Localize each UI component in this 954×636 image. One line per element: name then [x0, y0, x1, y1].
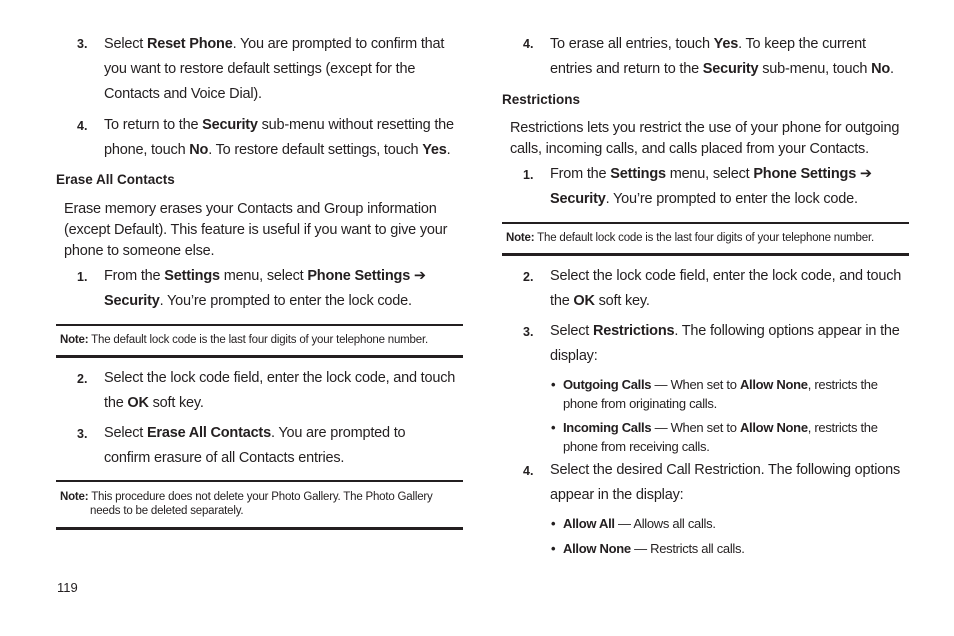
step-select-call-restriction: Select the desired Call Restriction. The following options appear in the display:	[550, 462, 901, 503]
note-lock-code: Note: The default lock code is the last four digits of your telephone number.	[506, 232, 874, 244]
bullet-outgoing-calls: • Outgoing Calls — When set to Allow None, restricts the phone from originating calls.	[551, 377, 878, 411]
step-enter-lock-code: Select the lock code field, enter the lock code, and touch the OK soft key.	[104, 370, 456, 411]
erase-intro-paragraph: Erase memory erases your Contacts and Group information (except Default). This feature is useful if you want to give your phone to someone else.	[64, 201, 448, 259]
step-enter-lock-code: Select the lock code field, enter the lock code, and touch the OK soft key.	[550, 268, 902, 309]
step-number: 4.	[523, 37, 534, 51]
step-number: 3.	[77, 427, 88, 441]
step-number: 1.	[77, 270, 88, 284]
step-reset-phone: Select Reset Phone. You are prompted to confirm that you want to restore default settings (except for the Contacts and Voice Dial).	[104, 36, 445, 102]
step-number: 3.	[523, 325, 534, 339]
page-number: 119	[57, 580, 78, 595]
step-select-restrictions: Select Restrictions. The following options appear in the display:	[550, 323, 900, 364]
bullet-allow-all: • Allow All — Allows all calls.	[551, 516, 716, 531]
step-number: 2.	[523, 270, 534, 284]
section-heading-erase-all-contacts: Erase All Contacts	[56, 172, 175, 187]
step-number: 2.	[77, 372, 88, 386]
step-number: 1.	[523, 168, 534, 182]
note-lock-code: Note: The default lock code is the last four digits of your telephone number.	[60, 334, 428, 346]
section-heading-restrictions: Restrictions	[502, 92, 581, 107]
step-erase-all-contacts: Select Erase All Contacts. You are prompted to confirm erasure of all Contacts entries.	[104, 425, 406, 466]
bullet-allow-none: • Allow None — Restricts all calls.	[551, 541, 745, 556]
restrictions-intro-paragraph: Restrictions lets you restrict the use of your phone for outgoing calls, incoming calls, and calls placed from your Contacts.	[510, 120, 900, 157]
step-select-security: From the Settings menu, select Phone Settings ➔ Security. You’re prompted to enter the lock code.	[550, 166, 872, 207]
step-number: 3.	[77, 37, 88, 51]
step-select-security: From the Settings menu, select Phone Settings ➔ Security. You’re prompted to enter the lock code.	[104, 268, 426, 309]
step-return-security: To return to the Security sub-menu without resetting the phone, touch No. To restore default settings, touch Yes.	[104, 117, 454, 158]
step-erase-entries: To erase all entries, touch Yes. To keep the current entries and return to the Security sub-menu, touch No.	[550, 36, 894, 77]
step-number: 4.	[523, 464, 534, 478]
note-photo-gallery: Note: This procedure does not delete your Photo Gallery. The Photo Gallery needs to be deleted separately.	[60, 491, 433, 517]
bullet-incoming-calls: • Incoming Calls — When set to Allow None, restricts the phone from receiving calls.	[551, 420, 878, 454]
step-number: 4.	[77, 119, 88, 133]
